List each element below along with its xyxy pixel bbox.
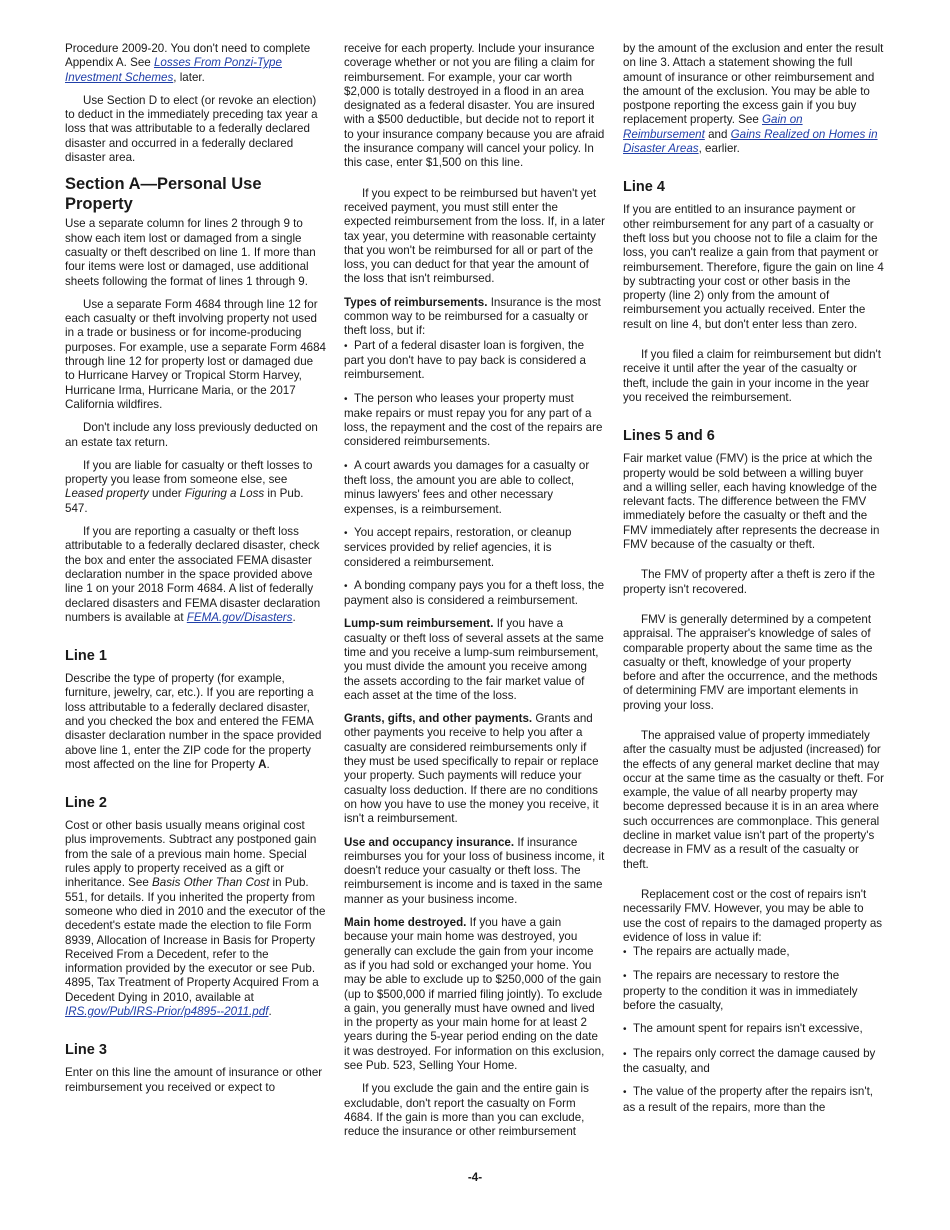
paragraph: Don't include any loss previously deducted on an estate tax return. (65, 421, 318, 449)
paragraph: Use Section D to elect (or revoke an election) to deduct in the immediately preceding tax year a loss that was attributable to a federally declared disaster and occurred in a federally declared disaster area. (65, 93, 318, 165)
bullet-item: • The repairs only correct the damage caused by the casualty, and (623, 1046, 876, 1075)
bullet-item: • The repairs are necessary to restore the property to the condition it was in immediately before the casualty, (623, 969, 858, 1013)
paragraph: Types of reimbursements. Insurance is the most common way to be reimbursed for a casualty or theft loss, but if: (344, 295, 601, 338)
bullet-item: • The repairs are actually made, (623, 945, 790, 959)
bullet-item: • Part of a federal disaster loan is forgiven, the part you don't have to pay back is considered a reimbursement. (344, 338, 586, 382)
bullet-item: • The value of the property after the repairs isn't, as a result of the repairs, more than the (623, 1085, 874, 1114)
page-number: -4- (467, 1171, 483, 1184)
paragraph: If you expect to be reimbursed but haven't yet received payment, you must still enter the expected reimbursement from the loss. If, in a later tax year, you determine with reasonable certainty that you won't be reimbursed for all or part of the loss, you can deduct for that year the amount of the loss that isn't reimbursed. (344, 186, 605, 286)
paragraph: receive for each property. Include your insurance coverage whether or not you are filing a claim for reimbursement. For example, your car worth $2,000 is totally destroyed in a flood in an area designated as a federal disaster. You are insured with a $500 deductible, but decide not to report it to your insurance company because you are afraid the insurance company will cancel your policy. In this case, enter $1,500 on this line. (344, 42, 605, 170)
run-in-heading: Grants, gifts, and other payments. (344, 712, 533, 726)
lines-5-6-heading: Lines 5 and 6 (623, 428, 715, 445)
paragraph: Main home destroyed. If you have a gain because your main home was destroyed, you generally can exclude the gain from your income as if you had sold or exchanged your home. You may be able to exclude up to $250,000 of the gain (up to $500,000 if married filing jointly). To exclude a gain, you generally must have owned and lived in the property as your main home for at least 2 years during the 5-year period ending on the date it was destroyed. For information on this exclusion, see Pub. 523, Selling Your Home. (344, 916, 605, 1072)
paragraph: Describe the type of property (for example, furniture, jewelry, car, etc.). If you are reporting a loss attributable to a federally declared disaster, and you checked the box and entered the FEMA disaster declaration number in the space provided above line 1, enter the ZIP code for the property most affected on the line for Property A. (65, 672, 322, 771)
column-1 (65, 42, 326, 1104)
paragraph: Fair market value (FMV) is the price at which the property would be sold between a willing buyer and a willing seller, each having knowledge of the relevant facts. The difference between the FMV immediately before the casualty or theft and the FMV immediately after represents the decrease in FMV because of the casualty or theft. (623, 452, 880, 552)
column-2 (344, 42, 605, 1148)
paragraph: Grants, gifts, and other payments. Grants and other payments you receive to help you after a casualty are considered reimbursements only if they must be used specifically to repair or replace your property. Such payments will reduce your casualty loss deduction. If there are no conditions on how you have to use the money you receive, it isn't a reimbursement. (344, 712, 599, 826)
line-1-heading: Line 1 (65, 648, 107, 665)
bullet-item: • A bonding company pays you for a theft loss, the payment also is considered a reimbursement. (344, 578, 605, 608)
bullet-item: • The amount spent for repairs isn't excessive, (623, 1022, 863, 1036)
paragraph: If you are reporting a casualty or theft loss attributable to a federally declared disaster, check the box and enter the associated FEMA disaster declaration number in the space provided above line 1 on your 2018 Form 4684. A list of federally declared disasters and FEMA disaster declaration numbers is available at FEMA.gov/Disasters. (65, 525, 321, 624)
paragraph: The appraised value of property immediately after the casualty must be adjusted (increased) for the effects of any general market decline that may occur at the same time as the casualty or theft. For example, the value of all nearby property may become depressed because it is in an area where such occurrences are commonplace. This general decline in market value isn't part of the property's decrease in FMV as a result of the casualty or theft. (623, 728, 884, 871)
bullet-item: • A court awards you damages for a casualty or theft loss, the amount you are able to collect, minus lawyers' fees and other necessary expenses, is a reimbursement. (344, 458, 590, 516)
paragraph: If you are entitled to an insurance payment or other reimbursement for any part of a casualty or theft loss but you choose not to file a claim for the loss, you can't realize a gain from that payment or reimbursement. Therefore, figure the gain on line 4 by subtracting your cost or other basis in the property (line 2) only from the amount of reimbursement you actually received. Enter the result on line 4, but don't enter less than zero. (623, 203, 884, 331)
bullet-item: • The person who leases your property must make repairs or must repay you for any part of a loss, the repayment and the cost of the repairs are considered reimbursements. (344, 391, 603, 449)
bullet-item: • You accept repairs, restoration, or cleanup services provided by relief agencies, it is considered a reimbursement. (344, 525, 572, 569)
paragraph: If you filed a claim for reimbursement but didn't receive it until after the year of the casualty or theft, include the gain in your income in the year you received the reimbursement. (623, 348, 881, 404)
paragraph: Enter on this line the amount of insurance or other reimbursement you received or expect to (65, 1066, 323, 1094)
run-in-heading: Lump-sum reimbursement. (344, 617, 494, 631)
paragraph: FMV is generally determined by a competent appraisal. The appraiser's knowledge of sales of comparable property about the same time as the casualty or theft, knowledge of your property before and after the occurrence, and the methods of determining FMV are important elements in proving your loss. (623, 612, 878, 712)
paragraph: Procedure 2009-20. You don't need to complete Appendix A. See Losses From Ponzi-Type Investment Schemes, later. (65, 42, 311, 84)
paragraph: If you exclude the gain and the entire gain is excludable, don't report the casualty on Form 4684. If the gain is more than you can exclude, reduce the insurance or other reimbursement (344, 1082, 589, 1139)
link-pub-4895[interactable]: IRS.gov/Pub/IRS-Prior/p4895--2011.pdf (65, 1005, 269, 1019)
paragraph: by the amount of the exclusion and enter the result on line 3. Attach a statement showing the full amount of insurance or other reimbursement and the amount of the exclusion. You may be able to postpone reporting the excess gain if you buy replacement property. See Gain on Reimbursement and Gains Realized on Homes in Disaster Areas, earlier. (623, 42, 884, 156)
run-in-heading: Use and occupancy insurance. (344, 835, 515, 849)
section-a-heading: Section A—Personal Use Property (65, 175, 262, 213)
run-in-heading: Main home destroyed. (344, 916, 467, 930)
paragraph: Lump-sum reimbursement. If you have a casualty or theft loss of several assets at the same time and you receive a lump-sum reimbursement, you must divide the amount you receive among the assets according to the fair market value of each asset at the time of the loss. (344, 617, 604, 702)
paragraph: Use a separate column for lines 2 through 9 to show each item lost or damaged from a single casualty or theft described on line 1. If more than four items were lost or damaged, use additional sheets following the format of lines 1 through 9. (65, 217, 316, 288)
paragraph: Cost or other basis usually means original cost plus improvements. Subtract any postponed gain from the sale of a previous main home. Special rules apply to property received as a gift or inheritance. See Basis Other Than Cost in Pub. 551, for details. If you inherited the property from someone who died in 2010 and the executor of the decedent's estate made the election to file Form 8939, Allocation of Increase in Basis for Property Received From a Decedent, refer to the information provided by the executor or see Pub. 4895, Tax Treatment of Property Acquired From a Decedent Dying in 2010, available at IRS.gov/Pub/IRS-Prior/p4895--2011.pdf. (65, 819, 326, 1019)
paragraph: Use a separate Form 4684 through line 12 for each casualty or theft involving property not used in a trade or business or for income-producing purposes. For example, use a separate Form 4684 through line 12 for property lost or damaged due to Hurricane Harvey or Tropical Storm Harvey, Hurricane Irma, Hurricane Maria, or the 2017 California wildfires. (65, 297, 326, 411)
link-ponzi-schemes[interactable]: Losses From Ponzi-Type Investment Schemes (65, 56, 282, 84)
column-3 (623, 42, 884, 1124)
paragraph: Use and occupancy insurance. If insurance reimburses you for your loss of business income, it doesn't reduce your casualty or theft loss. The reimbursement is income and is taxed in the same manner as your business income. (344, 835, 605, 906)
run-in-heading: Types of reimbursements. (344, 295, 488, 309)
line-3-heading: Line 3 (65, 1042, 107, 1059)
paragraph: Replacement cost or the cost of repairs isn't necessarily FMV. However, you may be able to use the cost of repairs to the damaged property as evidence of loss in value if: (623, 887, 883, 944)
link-gains-disaster-areas[interactable]: Gains Realized on Homes in Disaster Areas (623, 127, 878, 156)
link-gain-on-reimbursement[interactable]: Gain on Reimbursement (623, 113, 803, 141)
line-4-heading: Line 4 (623, 179, 665, 196)
link-fema-disasters[interactable]: FEMA.gov/Disasters (186, 610, 293, 624)
paragraph: If you are liable for casualty or theft losses to property you lease from someone else, see Leased property under Figuring a Loss in Pub. 547. (65, 458, 313, 515)
paragraph: The FMV of property after a theft is zero if the property isn't recovered. (623, 568, 875, 596)
line-2-heading: Line 2 (65, 795, 107, 812)
